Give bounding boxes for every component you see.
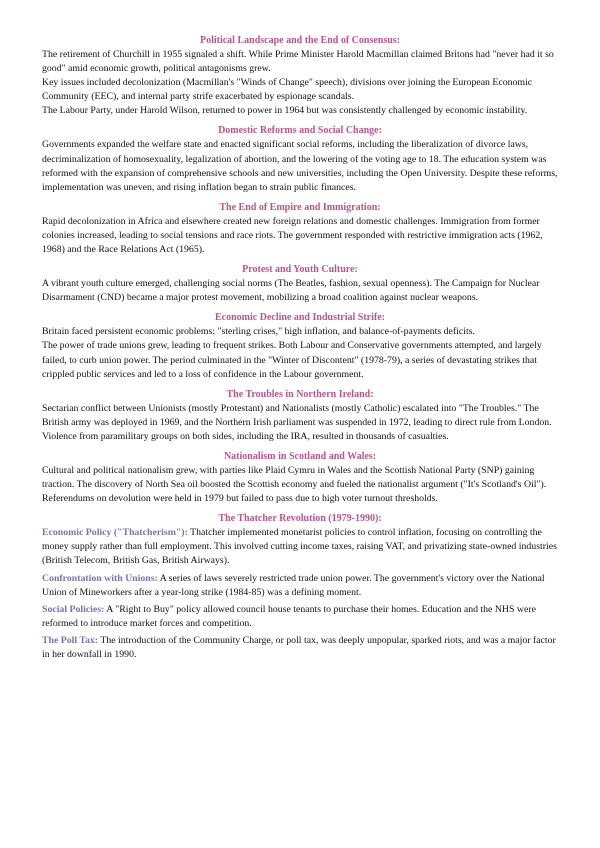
item-text: A "Right to Buy" policy allowed council house tenants to purchase their homes. Education and the NHS were reformed to introduce market forces and competition. xyxy=(42,603,536,629)
section-economic-decline xyxy=(42,311,558,381)
paragraph: Cultural and political nationalism grew, with parties like Plaid Cymru in Wales and the Scottish National Party (SNP) gaining traction. The discovery of North Sea oil boosted the Scottish economy and fueled the nationalist argument ("It's Scotland's Oil"). Referendums on devolution were held in 1979 but failed to pass due to high voter turnout thresholds. xyxy=(42,464,547,505)
section-protest-youth xyxy=(42,263,558,305)
section-heading: Economic Decline and Industrial Strife: xyxy=(215,312,385,324)
item-label: Economic Policy ("Thatcherism"): xyxy=(42,527,188,539)
section-heading: Domestic Reforms and Social Change: xyxy=(218,125,382,137)
section-political-landscape xyxy=(42,34,558,118)
thatcher-item-poll-tax xyxy=(42,634,558,662)
paragraph: Governments expanded the welfare state and enacted significant social reforms, including the liberalization of divorce laws, decriminalization of homosexuality, legalization of abortion, and the lowering of the voting age to 18. The education system was reformed with the expansion of comprehensive schools and new universities, including the Open University. Despite these reforms, implementation was uneven, and rising inflation began to strain public finances. xyxy=(42,139,558,193)
paragraph: Key issues included decolonization (Macmillan's "Winds of Change" speech), divisions over joining the European Economic Community (EEC), and internal party strife exacerbated by espionage scandals. xyxy=(42,77,533,103)
paragraph: The retirement of Churchill in 1955 signaled a shift. While Prime Minister Harold Macmillan claimed Britons had "never had it so good" amid economic growth, political antagonisms grew. xyxy=(42,49,554,75)
thatcher-item-unions xyxy=(42,572,558,600)
section-thatcher-revolution xyxy=(42,512,558,662)
thatcher-item-economic-policy xyxy=(42,526,558,568)
section-end-of-empire xyxy=(42,201,558,257)
thatcher-item-social-policies xyxy=(42,603,558,631)
paragraph: Rapid decolonization in Africa and elsewhere created new foreign relations and domestic challenges. Immigration from former colonies increased, leading to social tensions and race riots. The government responded with restrictive immigration acts (1962, 1968) and the Race Relations Act (1965). xyxy=(42,215,543,256)
paragraph: Sectarian conflict between Unionists (mostly Protestant) and Nationalists (mostly Catholic) escalated into "The Troubles." The British army was deployed in 1969, and the Northern Irish parliament was suspended in 1972, leading to direct rule from London. Violence from paramilitary groups on both sides, including the IRA, resulted in thousands of casualties. xyxy=(42,402,552,442)
section-heading: Protest and Youth Culture: xyxy=(242,264,358,276)
paragraph: Britain faced persistent economic problems: "sterling crises," high inflation, and balance-of-payments deficits. xyxy=(42,326,475,338)
item-label: Social Policies: xyxy=(42,603,105,615)
item-text: A series of laws severely restricted trade union power. The government's victory over the National Union of Mineworkers after a year-long strike (1984-85) was a defining moment. xyxy=(42,572,545,598)
paragraph: The Labour Party, under Harold Wilson, returned to power in 1964 but was consistently challenged by economic instability. xyxy=(42,105,528,117)
section-heading: The Thatcher Revolution (1979-1990): xyxy=(218,513,382,525)
section-heading: Political Landscape and the End of Consensus: xyxy=(199,35,401,46)
section-heading: The End of Empire and Immigration: xyxy=(219,201,381,213)
section-troubles xyxy=(42,388,558,444)
section-heading: The Troubles in Northern Ireland: xyxy=(226,388,374,400)
paragraph: The power of trade unions grew, leading to frequent strikes. Both Labour and Conservative governments attempted, and largely failed, to curb union power. The period culminated in the "Winter of Discontent" (1978-79), a series of devastating strikes that crippled public services and led to a loss of confidence in the Labour government. xyxy=(42,340,542,380)
item-label: Confrontation with Unions: xyxy=(42,572,158,584)
item-text: The introduction of the Community Charge, or poll tax, was deeply unpopular, sparked riots, and was a major factor in her downfall in 1990. xyxy=(42,634,556,660)
section-domestic-reforms xyxy=(42,124,558,194)
item-label: The Poll Tax: xyxy=(42,634,99,646)
item-text: Thatcher implemented monetarist policies to control inflation, focusing on controlling the money supply rather than full employment. This involved cutting income taxes, raising VAT, and privatizing state-owned industries (British Telecom, British Gas, British Airways). xyxy=(42,527,557,567)
section-heading: Nationalism in Scotland and Wales: xyxy=(223,450,377,462)
paragraph: A vibrant youth culture emerged, challenging social norms (The Beatles, fashion, sexual openness). The Campaign for Nuclear Disarmament (CND) became a major protest movement, mobilizing a broad coalition against nuclear weapons. xyxy=(42,278,540,304)
section-nationalism xyxy=(42,450,558,506)
